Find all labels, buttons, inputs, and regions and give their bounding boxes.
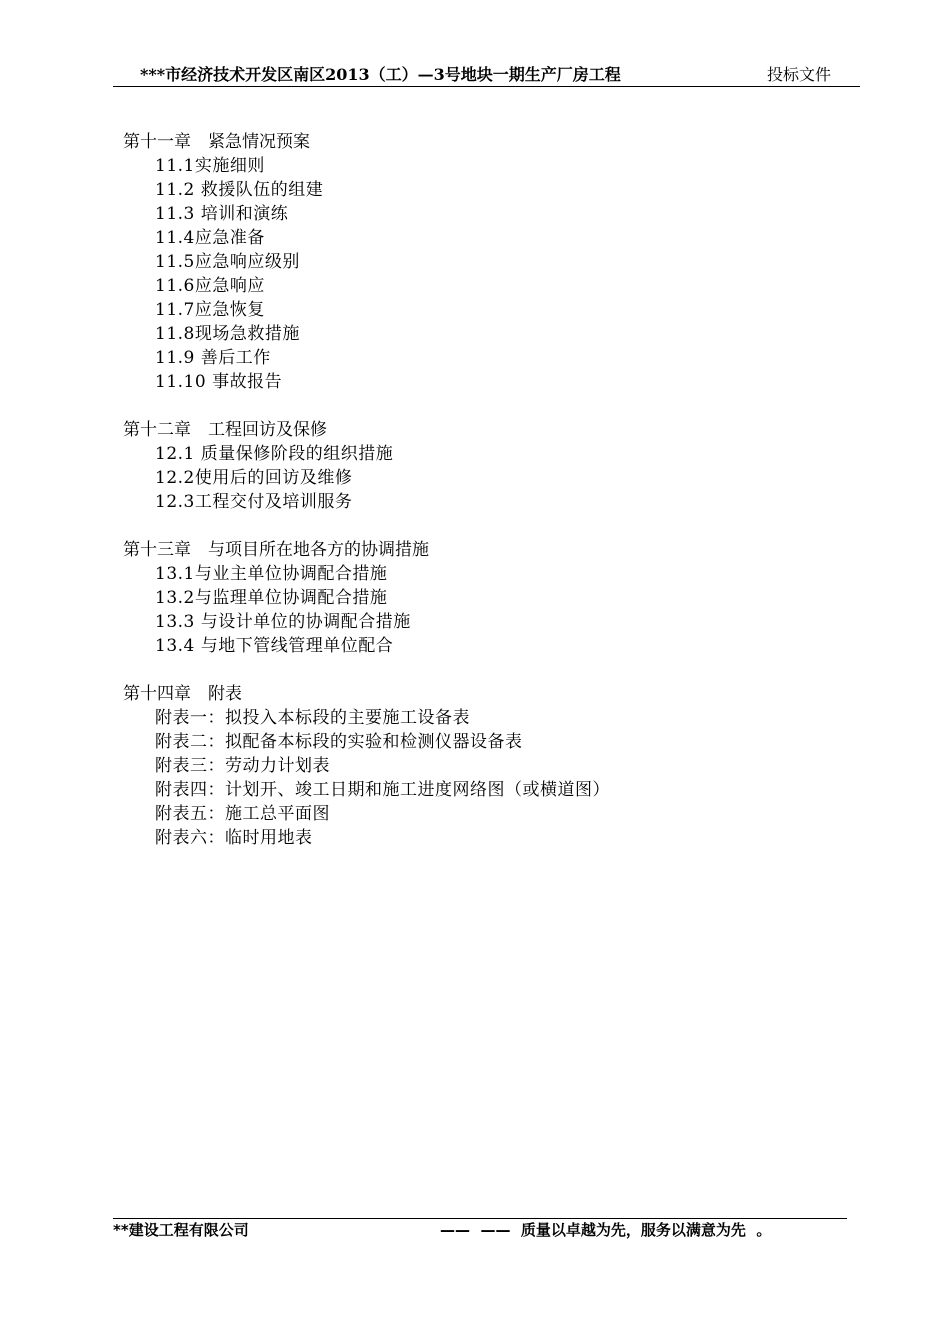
toc-item: 13.1与业主单位协调配合措施 [155,564,388,584]
chapter-13-title: 第十三章 与项目所在地各方的协调措施 [123,540,429,560]
toc-item: 11.6应急响应 [155,276,265,296]
toc-item: 13.4 与地下管线管理单位配合 [155,636,394,656]
toc-item: 附表六：临时用地表 [155,828,313,848]
header-doc-type: 投标文件 [767,65,832,84]
footer-company: **建设工程有限公司 [113,1221,249,1239]
toc-item: 13.2与监理单位协调配合措施 [155,588,388,608]
toc-item: 附表三：劳动力计划表 [155,756,330,776]
toc-item: 13.3 与设计单位的协调配合措施 [155,612,411,632]
chapter-14-title: 第十四章 附表 [123,684,242,704]
footer-slogan: —— —— 质量以卓越为先，服务以满意为先 。 [440,1221,772,1239]
toc-item: 11.8现场急救措施 [155,324,300,344]
toc-item: 附表四：计划开、竣工日期和施工进度网络图（或横道图） [155,780,610,800]
toc-item: 附表二：拟配备本标段的实验和检测仪器设备表 [155,732,523,752]
toc-item: 12.3工程交付及培训服务 [155,492,353,512]
toc-item: 11.2 救援队伍的组建 [155,180,324,200]
toc-item: 11.4应急准备 [155,228,265,248]
header-title: ***市经济技术开发区南区2013（工）—3号地块一期生产厂房工程 [140,65,621,84]
chapter-11-title: 第十一章 紧急情况预案 [123,132,310,152]
header-divider [113,86,860,87]
toc-item: 11.1实施细则 [155,156,265,176]
toc-item: 11.5应急响应级别 [155,252,300,272]
toc-item: 11.10 事故报告 [155,372,283,392]
toc-item: 附表五：施工总平面图 [155,804,330,824]
toc-item: 12.1 质量保修阶段的组织措施 [155,444,394,464]
toc-item: 11.7应急恢复 [155,300,265,320]
toc-item: 11.3 培训和演练 [155,204,289,224]
toc-item: 11.9 善后工作 [155,348,271,368]
chapter-12-title: 第十二章 工程回访及保修 [123,420,327,440]
toc-item: 附表一：拟投入本标段的主要施工设备表 [155,708,470,728]
toc-item: 12.2使用后的回访及维修 [155,468,353,488]
